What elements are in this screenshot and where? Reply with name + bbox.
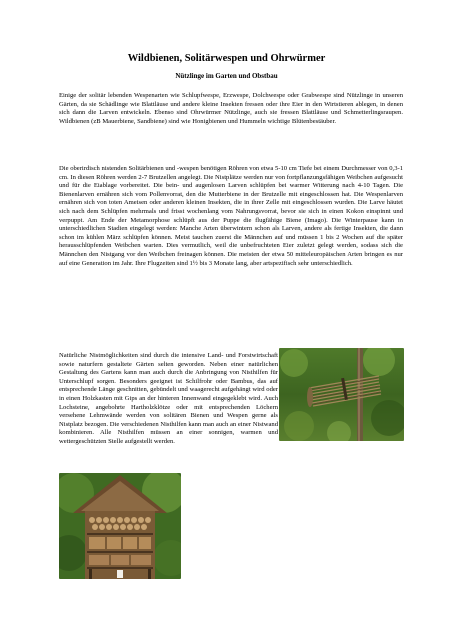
reed-bundle-photo — [279, 348, 404, 441]
page-subtitle: Nützlinge im Garten und Obstbau — [175, 72, 278, 80]
paragraph-nesting: Natürliche Nistmöglichkeiten sind durch die intensive Land- und Forstwirtschaft sowie naturfern gestaltete Gärten selten geworden. Neben einer natürlichen Gestaltung des Gartens kann man auch durch die Anbringung von Nisthilfen für Unterschlupf sorgen. Besonders geeignet ist Schilfrohr oder Bambus, das auf entsprechende Länge geschnitten, gebündelt und waagerecht aufgehängt wird oder in einen Holzkasten mit Gips an der hinteren Innenwand eingegeklebt wird. Auch Lochsteine, angebohrte Hartholzklötze oder mit entsprechenden Löchern versehene Lehmwände werden von solitären Bienen und Wespen gerne als Nistplatz bezogen. Die verschiedenen Nisthilfen kann man auch an einer Nistwand kombinieren. Alle Nisthilfen müssen an einer sonnigen, warmen und wettergeschützten Stelle aufgestellt werden. — [59, 352, 278, 445]
paragraph-lifecycle: Die oberirdisch nistenden Solitärbienen und -wespen benötigen Röhren von etwa 5-10 cm Tiefe bei einem Durchmesser von 0,3-1 cm. In diesen Röhren werden 2-7 Brutzellen angelegt. Die Nistplätze werden nur von fortpflanzungsfähigen Weibchen aufgesucht und für die Eiablage vorbereitet. Die bein- und augenlosen Larven schlüpfen bei warmer Witterung nach 4-10 Tagen. Die Bienenlarven ernähren sich vom Pollenvorrat, den die Mutterbiene in der Brutzelle mit eingeschlossen hat. Die Wespenlarven ernähren sich von toten Ameisen oder anderen kleinen Insekten, die in ihrer Zelle mit eingeschlossen wurden. Die Larve häutet sich nach dem Schlüpfen mehrmals und frisst wochenlang vom Nahrungsvorrat, bevor sie sich in einen Kokon einspinnt und verpuppt. Am Ende der Metamorphose schlüpft aus der Puppe die flugfähige Biene (Imago). Die Winterpause kann in unterschiedlichen Stadien eingelegt werden: Manche Arten überwintern schon als Larven, andere als fertige Insekten, die dann schon im kühlen März schlüpfen können. Meist tauchen zuerst die Männchen auf und müssen 1 bis 2 Wochen auf die später herausschlüpfenden Weibchen warten. Dies vermutlich, weil die unbefruchteten Eier zuletzt gelegt werden, sodass sich die Männchen den Nistgang vor den Weibchen freinagen können. Die meisten der etwa 50 mitteleuropäischen Arten bringen es nur auf eine Generation im Jahr. Ihre Flugzeiten sind 1½ bis 3 Monate lang, aber artspezifisch sehr unterschiedlich. — [59, 165, 403, 267]
paragraph-intro: Einige der solitär lebenden Wespenarten wie Schlupfwespe, Erzwespe, Dolchwespe oder Grabwespe sind Nützlinge in unseren Gärten, da sie Schädlinge wie Blattläuse und andere kleine Insekten fressen oder ihre Eier in den Wirtstieren ablegen, in denen sich dann die Larven entwickeln. Ebenso sind Ohrwürmer Nützlinge, auch sie fressen Blattläuse und Schmetterlingsraupen. Wildbienen (zB Mauerbiene, Sandbiene) sind wie Honigbienen und Hummeln wichtige Blütenbestäuber. — [59, 92, 403, 125]
page-title: Wildbienen, Solitärwespen und Ohrwürmer — [127, 53, 326, 64]
insect-hotel-photo — [59, 473, 181, 579]
